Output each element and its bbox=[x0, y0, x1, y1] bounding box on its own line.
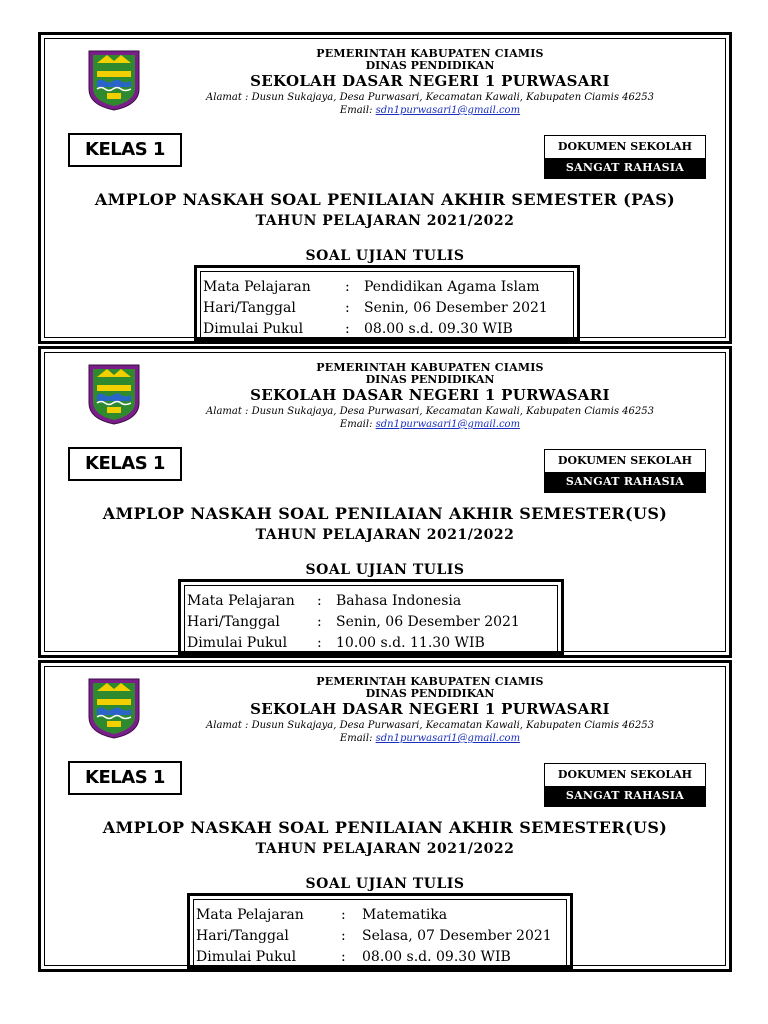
colon: : bbox=[317, 635, 322, 651]
exam-type: SOAL UJIAN TULIS bbox=[305, 248, 465, 264]
dokumen-sekolah-label: DOKUMEN SEKOLAH bbox=[557, 140, 693, 153]
envelope-title: AMPLOP NASKAH SOAL PENILAIAN AKHIR SEMESTER (PAS) bbox=[94, 190, 676, 209]
colon: : bbox=[345, 321, 350, 337]
header-email-line bbox=[151, 734, 709, 744]
subject-value: Matematika bbox=[362, 907, 448, 923]
envelope-title: AMPLOP NASKAH SOAL PENILAIAN AKHIR SEMESTER(US) bbox=[102, 504, 668, 523]
email-label: Email: bbox=[339, 419, 373, 430]
exam-type: SOAL UJIAN TULIS bbox=[305, 876, 465, 892]
email-link[interactable]: sdn1purwasari1@gmail.com bbox=[375, 419, 521, 430]
time-value: 10.00 s.d. 11.30 WIB bbox=[336, 635, 485, 651]
ciamis-logo-icon bbox=[87, 363, 141, 425]
envelope-card-2 bbox=[38, 346, 732, 658]
dokumen-sekolah-label: DOKUMEN SEKOLAH bbox=[557, 454, 693, 467]
document-classification-box bbox=[544, 135, 706, 179]
time-value: 08.00 s.d. 09.30 WIB bbox=[364, 321, 513, 337]
envelope-card-3 bbox=[38, 660, 732, 972]
date-value: Senin, 06 Desember 2021 bbox=[336, 614, 520, 630]
header-department: DINAS PENDIDIKAN bbox=[365, 59, 495, 72]
sangat-rahasia-label: SANGAT RAHASIA bbox=[545, 472, 705, 492]
ciamis-logo-icon bbox=[87, 677, 141, 739]
exam-info-box bbox=[194, 265, 580, 341]
subject-label: Mata Pelajaran bbox=[203, 279, 311, 295]
header-department: DINAS PENDIDIKAN bbox=[365, 373, 495, 386]
colon: : bbox=[341, 907, 346, 923]
email-link[interactable]: sdn1purwasari1@gmail.com bbox=[375, 105, 521, 116]
colon: : bbox=[345, 300, 350, 316]
header-email-line bbox=[151, 106, 709, 116]
header-government: PEMERINTAH KABUPATEN CIAMIS bbox=[316, 675, 544, 688]
date-label: Hari/Tanggal bbox=[196, 928, 289, 944]
subject-label: Mata Pelajaran bbox=[187, 593, 295, 609]
date-value: Selasa, 07 Desember 2021 bbox=[362, 928, 552, 944]
dokumen-sekolah-label: DOKUMEN SEKOLAH bbox=[557, 768, 693, 781]
exam-info-box bbox=[187, 893, 573, 969]
header-email-line bbox=[151, 420, 709, 430]
colon: : bbox=[317, 593, 322, 609]
time-label: Dimulai Pukul bbox=[187, 635, 288, 651]
time-label: Dimulai Pukul bbox=[196, 949, 297, 965]
email-label: Email: bbox=[339, 733, 373, 744]
subject-value: Pendidikan Agama Islam bbox=[364, 279, 540, 295]
email-link[interactable]: sdn1purwasari1@gmail.com bbox=[375, 733, 521, 744]
header-school-name: SEKOLAH DASAR NEGERI 1 PURWASARI bbox=[250, 700, 610, 718]
envelope-card-1 bbox=[38, 32, 732, 344]
subject-value: Bahasa Indonesia bbox=[336, 593, 462, 609]
date-label: Hari/Tanggal bbox=[187, 614, 280, 630]
academic-year: TAHUN PELAJARAN 2021/2022 bbox=[255, 213, 515, 229]
header-address: Alamat : Dusun Sukajaya, Desa Purwasari, Kecamatan Kawali, Kabupaten Ciamis 46253 bbox=[206, 92, 654, 103]
kelas-badge: KELAS 1 bbox=[68, 761, 182, 795]
email-label: Email: bbox=[339, 105, 373, 116]
time-value: 08.00 s.d. 09.30 WIB bbox=[362, 949, 511, 965]
colon: : bbox=[345, 279, 350, 295]
header-address: Alamat : Dusun Sukajaya, Desa Purwasari, Kecamatan Kawali, Kabupaten Ciamis 46253 bbox=[206, 406, 654, 417]
header-government: PEMERINTAH KABUPATEN CIAMIS bbox=[316, 361, 544, 374]
ciamis-logo-icon bbox=[87, 49, 141, 111]
exam-type: SOAL UJIAN TULIS bbox=[305, 562, 465, 578]
academic-year: TAHUN PELAJARAN 2021/2022 bbox=[255, 527, 515, 543]
exam-info-box bbox=[178, 579, 564, 655]
sangat-rahasia-label: SANGAT RAHASIA bbox=[545, 158, 705, 178]
header-school-name: SEKOLAH DASAR NEGERI 1 PURWASARI bbox=[250, 386, 610, 404]
kelas-badge: KELAS 1 bbox=[68, 447, 182, 481]
header-department: DINAS PENDIDIKAN bbox=[365, 687, 495, 700]
subject-label: Mata Pelajaran bbox=[196, 907, 304, 923]
document-classification-box bbox=[544, 763, 706, 807]
header-address: Alamat : Dusun Sukajaya, Desa Purwasari, Kecamatan Kawali, Kabupaten Ciamis 46253 bbox=[206, 720, 654, 731]
envelope-title: AMPLOP NASKAH SOAL PENILAIAN AKHIR SEMESTER(US) bbox=[102, 818, 668, 837]
document-classification-box bbox=[544, 449, 706, 493]
colon: : bbox=[341, 949, 346, 965]
header-school-name: SEKOLAH DASAR NEGERI 1 PURWASARI bbox=[250, 72, 610, 90]
time-label: Dimulai Pukul bbox=[203, 321, 304, 337]
kelas-badge: KELAS 1 bbox=[68, 133, 182, 167]
colon: : bbox=[317, 614, 322, 630]
date-value: Senin, 06 Desember 2021 bbox=[364, 300, 548, 316]
header-government: PEMERINTAH KABUPATEN CIAMIS bbox=[316, 47, 544, 60]
date-label: Hari/Tanggal bbox=[203, 300, 296, 316]
academic-year: TAHUN PELAJARAN 2021/2022 bbox=[255, 841, 515, 857]
colon: : bbox=[341, 928, 346, 944]
sangat-rahasia-label: SANGAT RAHASIA bbox=[545, 786, 705, 806]
